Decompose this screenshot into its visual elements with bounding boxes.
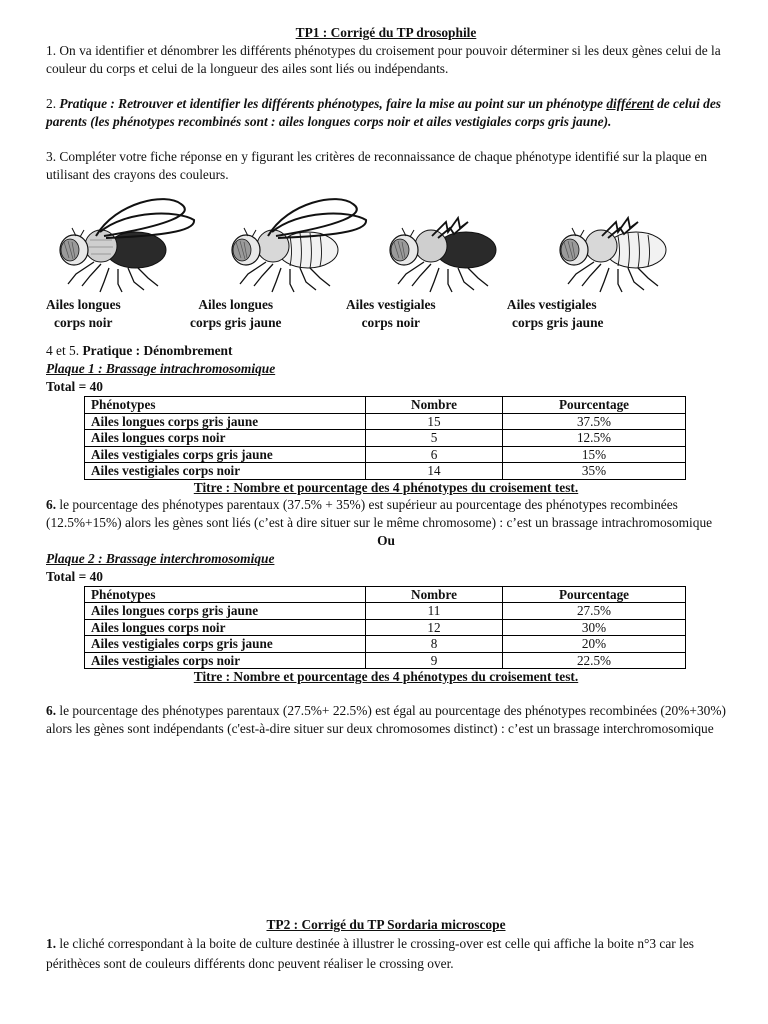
phenotype-cell: Ailes longues corps noir xyxy=(85,430,366,447)
phenotype-cell: Ailes longues corps gris jaune xyxy=(85,603,366,620)
table-row xyxy=(85,603,686,620)
percentage-cell: 27.5% xyxy=(503,603,686,620)
table-row xyxy=(85,430,686,447)
count-cell: 14 xyxy=(366,463,503,480)
question-4-5 xyxy=(46,342,726,360)
plate-1-conclusion xyxy=(46,496,726,532)
count-cell: 15 xyxy=(366,413,503,430)
header-percentage: Pourcentage xyxy=(503,586,686,603)
header-count: Nombre xyxy=(366,586,503,603)
fly-caption-1 xyxy=(46,296,121,332)
table-header-row xyxy=(85,586,686,603)
count-cell: 11 xyxy=(366,603,503,620)
table-row xyxy=(85,463,686,480)
plate-2-conclusion xyxy=(46,702,726,738)
fly-caption-2 xyxy=(190,296,282,332)
percentage-cell: 20% xyxy=(503,636,686,653)
long-wing-grey-fly-icon xyxy=(218,192,368,296)
phenotype-cell: Ailes vestigiales corps noir xyxy=(85,652,366,669)
q6-number: 6. xyxy=(46,703,57,718)
vestigial-wing-grey-fly-icon xyxy=(546,192,696,296)
phenotype-cell: Ailes longues corps gris jaune xyxy=(85,413,366,430)
header-phenotypes: Phénotypes xyxy=(85,397,366,414)
q2-number: 2. xyxy=(46,96,57,111)
fly-caption-line: Ailes vestigiales xyxy=(346,297,436,312)
tp1-title: TP1 : Corrigé du TP drosophile xyxy=(295,25,477,40)
tp1-question-1: 1. On va identifier et dénombrer les différents phénotypes du croisement pour pouvoir déterminer si les deux gènes celui de la couleur du corps et celui de la longueur des ailes sont liés ou indépendants. xyxy=(46,43,721,76)
fly-caption-line: Ailes vestigiales xyxy=(506,297,597,312)
tp2-q1-number: 1. xyxy=(46,936,57,951)
vestigial-wing-black-fly-icon xyxy=(376,192,526,296)
q6-text: le pourcentage des phénotypes parentaux (27.5%+ 22.5%) est égal au pourcentage des phénotypes recombinées (20%+30%) alors les gènes sont indépendants (c'est-à-dire situer sur deux chromosomes distinct) : c’est un brassage interchromosomique xyxy=(46,703,726,736)
fly-caption-line: corps gris jaune xyxy=(512,315,604,330)
plate-1-total: Total = 40 xyxy=(46,379,103,394)
plate-1-caption: Titre : Nombre et pourcentage des 4 phénotypes du croisement test. xyxy=(193,479,579,495)
fly-captions xyxy=(46,296,726,332)
document-page xyxy=(46,24,726,738)
count-cell: 5 xyxy=(366,430,503,447)
tp2-section xyxy=(46,916,726,974)
header-phenotypes: Phénotypes xyxy=(85,586,366,603)
plate-2-total: Total = 40 xyxy=(46,568,103,584)
q6-text: le pourcentage des phénotypes parentaux (37.5% + 35%) est supérieur au pourcentage des phénotypes recombinées (12.5%+15%) alors les gènes sont liés (c’est à dire situer sur le même chromosome) : c’est un brassage intrachromosomique xyxy=(46,496,713,530)
count-cell: 12 xyxy=(366,619,503,636)
table-row xyxy=(85,652,686,669)
tp2-question-1 xyxy=(46,934,726,974)
q6-number: 6. xyxy=(46,496,57,512)
table-row xyxy=(85,636,686,653)
plate-2-caption: Titre : Nombre et pourcentage des 4 phénotypes du croisement test. xyxy=(193,669,579,684)
count-cell: 9 xyxy=(366,652,503,669)
plate-2-title: Plaque 2 : Brassage interchromosomique xyxy=(46,550,275,566)
fly-caption-line: corps noir xyxy=(361,315,421,330)
percentage-cell: 12.5% xyxy=(503,430,686,447)
count-cell: 8 xyxy=(366,636,503,653)
percentage-cell: 15% xyxy=(503,446,686,463)
fly-caption-line: Ailes longues xyxy=(46,297,121,312)
header-percentage: Pourcentage xyxy=(503,397,686,414)
table-row xyxy=(85,446,686,463)
table-header-row xyxy=(85,397,686,414)
or-separator: Ou xyxy=(377,532,395,548)
q45-number: 4 et 5. xyxy=(46,343,80,358)
plate-1-title: Plaque 1 : Brassage intrachromosomique xyxy=(46,361,276,376)
q2-text-b: de celui des parents (les phénotypes recombinés sont : ailes longues corps noir et ailes vestigiales corps gris jaune). xyxy=(46,96,722,129)
phenotype-cell: Ailes vestigiales corps gris jaune xyxy=(85,636,366,653)
header-count: Nombre xyxy=(366,397,503,414)
tp1-question-2 xyxy=(46,95,726,131)
q2-underlined-word: différent xyxy=(606,96,654,111)
long-wing-black-fly-icon xyxy=(46,192,196,296)
tp2-q1-text: le cliché correspondant à la boite de culture destinée à illustrer le crossing-over est celle qui affiche la boite n°3 car les périthèces sont de couleurs différents donc peuvent réaliser le crossing over. xyxy=(46,936,694,971)
fly-caption-line: Ailes longues xyxy=(198,297,274,312)
percentage-cell: 22.5% xyxy=(503,652,686,669)
count-cell: 6 xyxy=(366,446,503,463)
plate-1-table xyxy=(84,396,686,480)
plate-2-table xyxy=(84,586,686,670)
fly-caption-4 xyxy=(500,296,604,332)
q45-label: Pratique : Dénombrement xyxy=(82,343,233,358)
tp1-question-3: 3. Compléter votre fiche réponse en y figurant les critères de reconnaissance de chaque phénotype identifié sur la plaque en utilisant des crayons des couleurs. xyxy=(46,149,708,182)
table-row xyxy=(85,413,686,430)
table-row xyxy=(85,619,686,636)
fly-caption-3 xyxy=(346,296,436,332)
tp2-title: TP2 : Corrigé du TP Sordaria microscope xyxy=(266,917,506,932)
percentage-cell: 30% xyxy=(503,619,686,636)
phenotype-cell: Ailes longues corps noir xyxy=(85,619,366,636)
fly-caption-line: corps noir xyxy=(54,315,113,330)
phenotype-cell: Ailes vestigiales corps noir xyxy=(85,463,366,480)
q2-text-a: Pratique : Retrouver et identifier les différents phénotypes, faire la mise au point sur un phénotype xyxy=(59,96,603,111)
fly-caption-line: corps gris jaune xyxy=(190,315,282,330)
percentage-cell: 35% xyxy=(503,463,686,480)
phenotype-cell: Ailes vestigiales corps gris jaune xyxy=(85,446,366,463)
fly-illustrations xyxy=(46,192,726,296)
percentage-cell: 37.5% xyxy=(503,413,686,430)
